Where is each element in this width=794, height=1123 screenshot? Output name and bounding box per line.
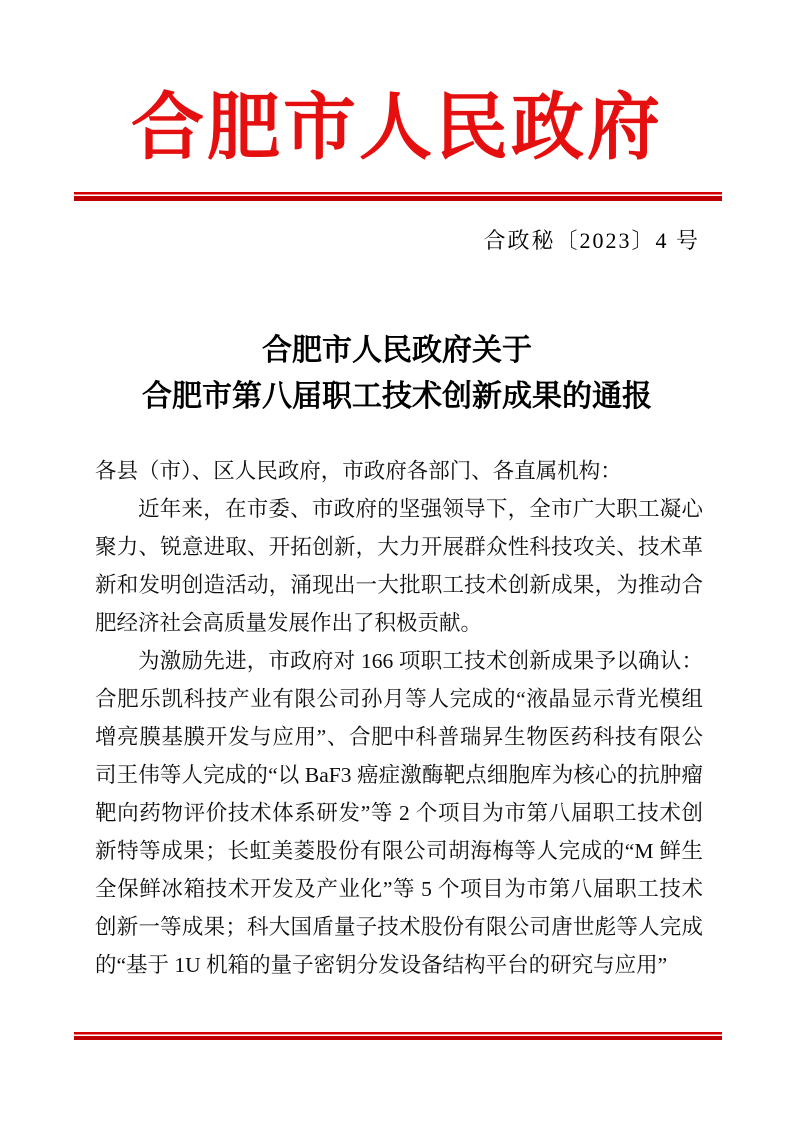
- body-paragraph-1: 近年来，在市委、市政府的坚强领导下，全市广大职工凝心聚力、锐意进取、开拓创新，大力开展群众性科技攻关、技术革新和发明创造活动，涌现出一大批职工技术创新成果，为推动合肥经济社会高质量发展作出了积极贡献。: [95, 497, 703, 635]
- document-title-line-1: 合肥市人民政府关于: [262, 334, 532, 367]
- footer-red-rule: [74, 1032, 722, 1040]
- document-body: [95, 452, 703, 984]
- header-red-rule: [74, 192, 722, 201]
- agency-name: 合肥市人民政府: [131, 87, 663, 168]
- document-title: [0, 328, 794, 420]
- body-paragraph-2: 为激励先进，市政府对 166 项职工技术创新成果予以确认：合肥乐凯科技产业有限公司孙月等人完成的“液晶显示背光模组增亮膜基膜开发与应用”、合肥中科普瑞昇生物医药科技有限公司王伟等人完成的“以 BaF3 癌症激酶靶点细胞库为核心的抗肿瘤靶向药物评价技术体系研发”等 2 个项目为市第八届职工技术创新特等成果；长虹美菱股份有限公司胡海梅等人完成的“M 鲜生全保鲜冰箱技术开发及产业化”等 5 个项目为市第八届职工技术创新一等成果；科大国盾量子技术股份有限公司唐世彪等人完成的“基于 1U 机箱的量子密钥分发设备结构平台的研究与应用”: [95, 649, 703, 977]
- document-title-line-2: 合肥市第八届职工技术创新成果的通报: [142, 380, 652, 413]
- doc-number: 合政秘〔2023〕4 号: [483, 228, 700, 253]
- salutation: 各县（市）、区人民政府，市政府各部门、各直属机构：: [95, 459, 622, 483]
